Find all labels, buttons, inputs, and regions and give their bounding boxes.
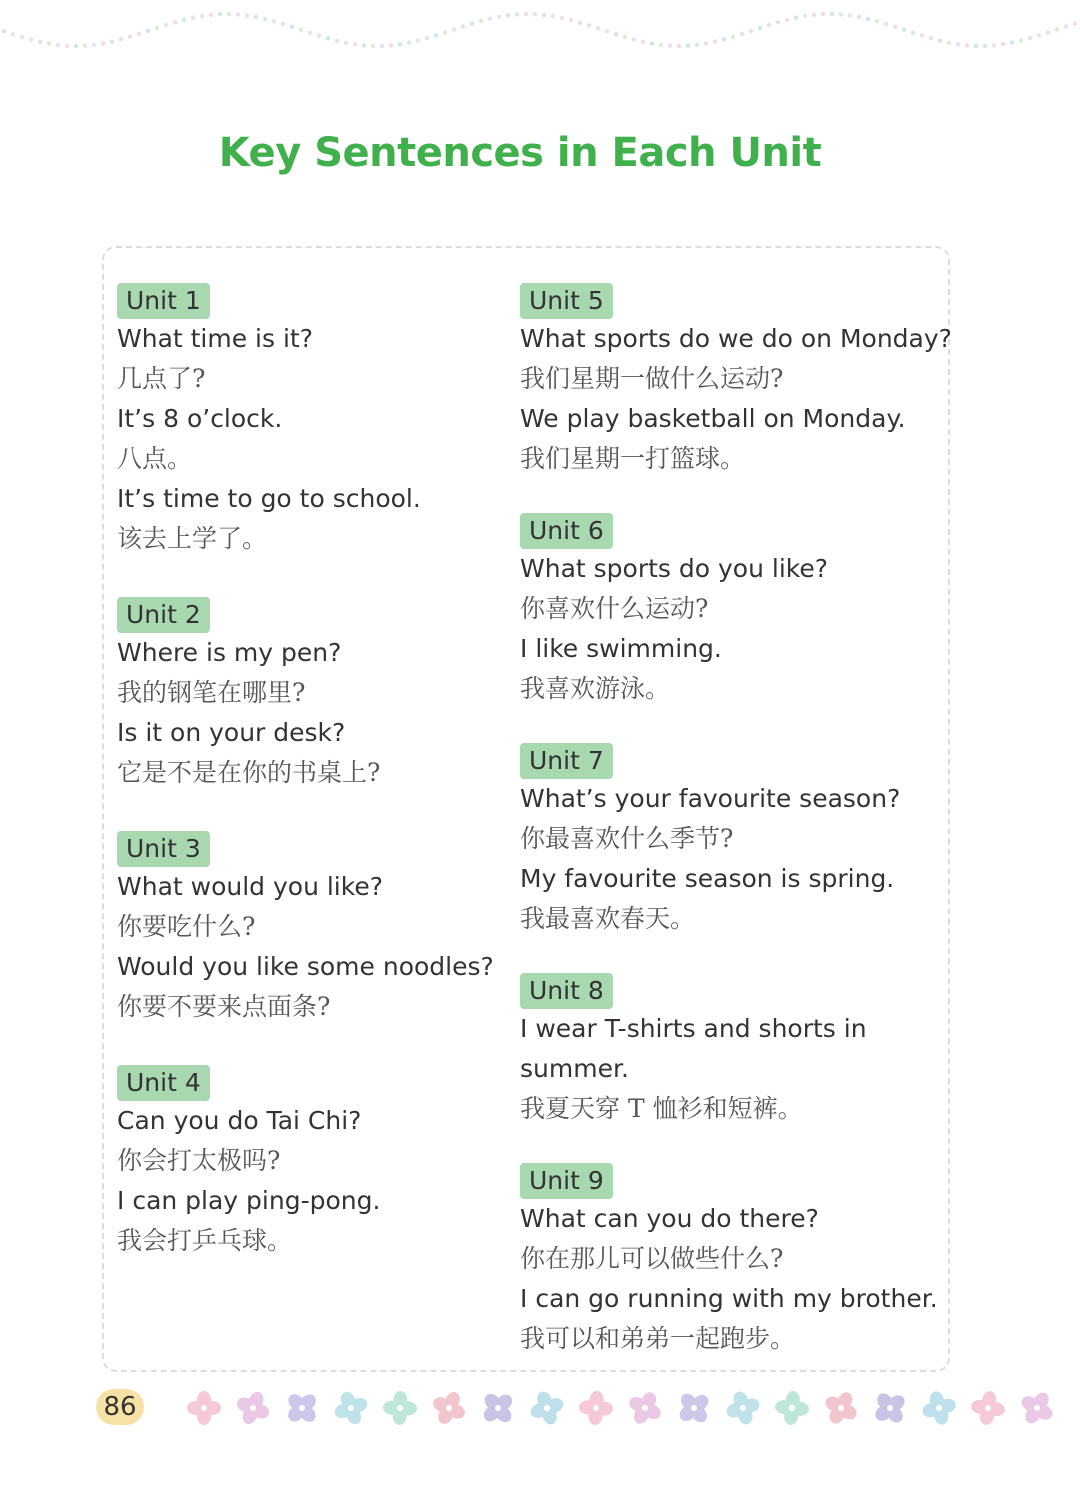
chinese-sentence: 你在那儿可以做些什么? bbox=[520, 1244, 784, 1273]
unit-label: Unit 3 bbox=[117, 831, 210, 867]
unit-label: Unit 5 bbox=[520, 283, 613, 319]
english-sentence: I can play ping-pong. bbox=[117, 1186, 381, 1215]
english-sentence: Would you like some noodles? bbox=[117, 952, 494, 981]
page-title: Key Sentences in Each Unit bbox=[218, 130, 822, 176]
english-sentence: What can you do there? bbox=[520, 1204, 819, 1233]
chinese-sentence: 我最喜欢春天。 bbox=[520, 904, 696, 933]
english-sentence: What would you like? bbox=[117, 872, 383, 901]
english-sentence: My favourite season is spring. bbox=[520, 864, 895, 893]
chinese-sentence: 我们星期一打篮球。 bbox=[520, 444, 746, 473]
chinese-sentence: 它是不是在你的书桌上? bbox=[117, 758, 381, 787]
chinese-sentence: 该去上学了。 bbox=[117, 524, 268, 553]
unit-block bbox=[520, 283, 950, 479]
page-number: 86 bbox=[96, 1389, 144, 1425]
unit-block bbox=[520, 743, 950, 939]
chinese-sentence: 几点了? bbox=[117, 364, 206, 393]
english-sentence: Can you do Tai Chi? bbox=[117, 1106, 362, 1135]
english-sentence: I like swimming. bbox=[520, 634, 722, 663]
flower-border bbox=[180, 1386, 1070, 1430]
english-sentence: I can go running with my brother. bbox=[520, 1284, 938, 1313]
chinese-sentence: 八点。 bbox=[117, 444, 193, 473]
chinese-sentence: 我喜欢游泳。 bbox=[520, 674, 671, 703]
unit-label: Unit 1 bbox=[117, 283, 210, 319]
english-sentence: I wear T-shirts and shorts in bbox=[520, 1014, 867, 1043]
unit-block bbox=[117, 283, 507, 559]
english-sentence: What sports do we do on Monday? bbox=[520, 324, 952, 353]
english-sentence: It’s 8 o’clock. bbox=[117, 404, 283, 433]
unit-block bbox=[117, 1065, 507, 1261]
english-sentence: We play basketball on Monday. bbox=[520, 404, 906, 433]
chinese-sentence: 你最喜欢什么季节? bbox=[520, 824, 734, 853]
unit-block bbox=[117, 597, 507, 793]
english-sentence: It’s time to go to school. bbox=[117, 484, 421, 513]
chinese-sentence: 你会打太极吗? bbox=[117, 1146, 281, 1175]
unit-label: Unit 2 bbox=[117, 597, 210, 633]
chinese-sentence: 我们星期一做什么运动? bbox=[520, 364, 784, 393]
chinese-sentence: 你喜欢什么运动? bbox=[520, 594, 709, 623]
english-sentence: Where is my pen? bbox=[117, 638, 342, 667]
unit-block bbox=[117, 831, 507, 1027]
unit-block bbox=[520, 973, 950, 1129]
unit-block bbox=[520, 513, 950, 709]
chinese-sentence: 我夏天穿 T 恤衫和短裤。 bbox=[520, 1094, 803, 1123]
unit-label: Unit 8 bbox=[520, 973, 613, 1009]
chinese-sentence: 你要吃什么? bbox=[117, 912, 256, 941]
english-sentence: What time is it? bbox=[117, 324, 313, 353]
unit-label: Unit 4 bbox=[117, 1065, 210, 1101]
english-sentence: summer. bbox=[520, 1054, 629, 1083]
english-sentence: Is it on your desk? bbox=[117, 718, 346, 747]
chinese-sentence: 我的钢笔在哪里? bbox=[117, 678, 306, 707]
unit-label: Unit 9 bbox=[520, 1163, 613, 1199]
unit-label: Unit 6 bbox=[520, 513, 613, 549]
left-column bbox=[117, 283, 507, 1261]
top-dotted-border bbox=[0, 0, 1080, 70]
unit-label: Unit 7 bbox=[520, 743, 613, 779]
unit-block bbox=[520, 1163, 950, 1359]
chinese-sentence: 我可以和弟弟一起跑步。 bbox=[520, 1324, 796, 1353]
right-column bbox=[520, 283, 950, 1359]
english-sentence: What’s your favourite season? bbox=[520, 784, 901, 813]
chinese-sentence: 你要不要来点面条? bbox=[117, 992, 331, 1021]
english-sentence: What sports do you like? bbox=[520, 554, 828, 583]
chinese-sentence: 我会打乒乓球。 bbox=[117, 1226, 293, 1255]
